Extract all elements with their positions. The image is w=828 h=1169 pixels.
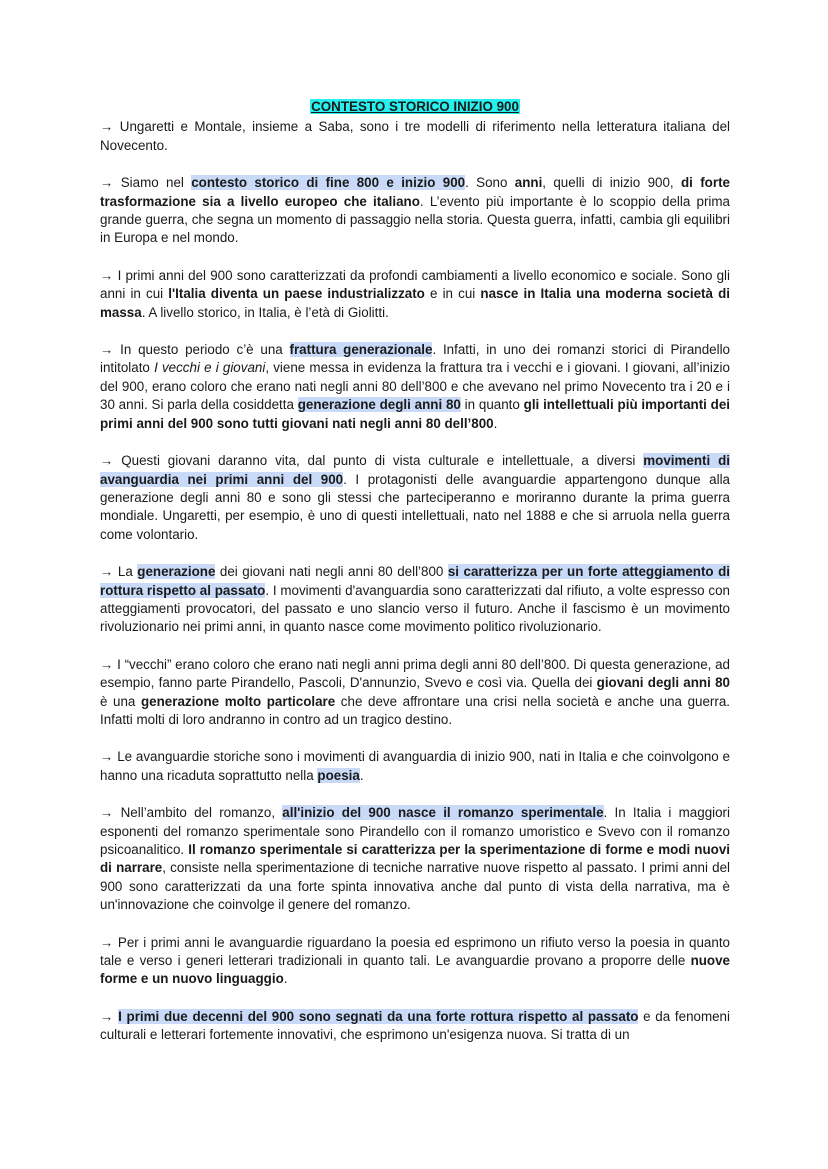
paragraph xyxy=(100,656,730,730)
text-run: , viene messa in evidenza la frattura tra i vecchi e i giovani. I giovani, all’inizio del 900, erano coloro che erano nati negli anni 80 dell’800 e che avevano nel primo Novecento tra i 20 e i 30 anni. Si parla della cosiddetta xyxy=(100,360,730,413)
bold-text: di forte trasformazione sia a livello europeo che italiano xyxy=(100,175,730,209)
text-run: , quelli di inizio 900, xyxy=(542,175,681,191)
text-run: → Siamo nel xyxy=(100,175,192,191)
paragraph xyxy=(100,1008,730,1045)
highlighted-bold-text: contesto storico di fine 800 e inizio 900 xyxy=(191,175,466,191)
text-run: e in cui xyxy=(424,286,481,302)
document-body xyxy=(100,118,730,1044)
text-run: → Nell’ambito del romanzo, xyxy=(100,805,283,821)
bold-text: l'Italia diventa un paese industrializzato xyxy=(168,286,425,302)
text-run: . Infatti, in uno dei romanzi storici di Pirandello intitolato xyxy=(100,342,731,376)
text-run: . xyxy=(283,971,288,987)
text-run: e da fenomeni culturali e letterari fortemente innovativi, che esprimono un'esigenza nuova. Si tratta di un xyxy=(100,1008,730,1043)
title-highlight: CONTESTO STORICO INIZIO 900 xyxy=(311,99,519,114)
bold-text: Il romanzo sperimentale si caratterizza per la sperimentazione di forme e modi nuovi di narrare xyxy=(100,842,730,876)
text-run: dei giovani nati negli anni 80 dell’800 xyxy=(215,564,448,580)
highlighted-bold-text: frattura generazionale xyxy=(289,342,433,358)
text-run: . xyxy=(493,415,498,431)
paragraph xyxy=(100,934,730,989)
text-run: , consiste nella sperimentazione di tecniche narrative nuove rispetto al passato. I primi anni del 900 sono caratterizzati da una forte spinta innovativa anche dal punto di vista della narrativa, ma è un'innovazione che coinvolge il genere del romanzo. xyxy=(100,860,730,913)
text-run: → Questi giovani daranno vita, dal punto di vista culturale e intellettuale, a diversi xyxy=(100,453,644,469)
text-run: è una xyxy=(100,693,141,709)
bold-text: giovani degli anni 80 xyxy=(596,675,730,691)
paragraph xyxy=(100,174,730,248)
document-title xyxy=(100,98,730,116)
text-run: . Sono xyxy=(465,175,515,191)
bold-text: gli intellettuali più importanti dei primi anni del 900 sono tutti giovani nati negli anni 80 dell’800 xyxy=(100,397,731,431)
highlighted-bold-text: I primi due decenni del 900 sono segnati da una forte rottura rispetto al passato xyxy=(118,1008,639,1024)
highlighted-bold-text: poesia xyxy=(317,767,360,783)
highlighted-bold-text: all'inizio del 900 nasce il romanzo sperimentale xyxy=(282,805,604,821)
text-run: → Per i primi anni le avanguardie riguardano la poesia ed esprimono un rifiuto verso la poesia in quanto tale e verso i generi letterari tradizionali in quanto tali. Le avanguardie provano a proporre delle xyxy=(100,934,730,969)
text-run: . A livello storico, in Italia, è l’età di Giolitti. xyxy=(141,304,389,320)
text-run: . In Italia i maggiori esponenti del romanzo sperimentale sono Pirandello con il romanzo umoristico e Svevo con il romanzo psicoanalitico. xyxy=(100,805,730,857)
text-run: → Ungaretti e Montale, insieme a Saba, sono i tre modelli di riferimento nella letteratura italiana del Novecento. xyxy=(100,119,730,153)
text-run: che deve affrontare una crisi nella società e anche una guerra. Infatti molti di loro andranno in contro ad un tragico destino. xyxy=(100,693,730,727)
text-run: . I protagonisti delle avanguardie appartengono dunque alla generazione degli anni 80 e sono gli stessi che parteciperanno e moriranno durante la prima guerra mondiale. Ungaretti, per esempio, è uno di questi intellettuali, nato nel 1888 e che si arruola nella guerra come volontario. xyxy=(100,471,730,542)
text-run: → I “vecchi” erano coloro che erano nati negli anni prima degli anni 80 dell’800. Di questa generazione, ad esempio, fanno parte Pirandello, Pascoli, D'annunzio, Svevo e così via. Quella dei xyxy=(100,656,730,691)
italic-title: I vecchi e i giovani xyxy=(154,360,266,376)
text-run: → La xyxy=(100,564,138,580)
paragraph xyxy=(100,563,730,637)
highlighted-bold-text: si caratterizza per un forte atteggiamento di rottura rispetto al passato xyxy=(100,564,730,598)
text-run: . xyxy=(359,767,364,783)
paragraph xyxy=(100,267,730,322)
text-run: → In questo periodo c’è una xyxy=(100,342,290,358)
paragraph xyxy=(100,804,730,914)
highlighted-bold-text: movimenti di avanguardia nei primi anni del 900 xyxy=(100,453,730,487)
text-run: → Le avanguardie storiche sono i movimenti di avanguardia di inizio 900, nati in Italia e che coinvolgono e hanno una ricaduta soprattutto nella xyxy=(100,749,730,783)
bold-text: nasce in Italia una moderna società di massa xyxy=(100,286,730,320)
paragraph xyxy=(100,452,730,544)
text-run: → I primi anni del 900 sono caratterizzati da profondi cambiamenti a livello economico e sociale. Sono gli anni in cui xyxy=(100,267,730,302)
text-run: . L’evento più importante è lo scoppio della prima grande guerra, che segna un momento di passaggio nella storia. Questa guerra, infatti, cambia gli equilibri in Europa e nel mondo. xyxy=(100,193,730,246)
paragraph xyxy=(100,118,730,155)
highlighted-bold-text: generazione xyxy=(137,564,216,580)
bold-text: anni xyxy=(514,175,543,191)
text-run: in quanto xyxy=(460,397,524,413)
text-run: → xyxy=(100,1008,119,1024)
paragraph xyxy=(100,341,730,433)
bold-text: nuove forme e un nuovo linguaggio xyxy=(100,953,730,987)
highlighted-bold-text: generazione degli anni 80 xyxy=(297,397,461,413)
text-run: . I movimenti d'avanguardia sono caratterizzati dal rifiuto, a volte espresso con atteggiamenti provocatori, del passato e uno slancio verso il futuro. Anche il fascismo è un movimento rivoluzionario nei primi anni, in quanto nasce come movimento politico rivoluzionario. xyxy=(100,582,730,635)
paragraph xyxy=(100,748,730,785)
bold-text: generazione molto particolare xyxy=(140,693,336,709)
